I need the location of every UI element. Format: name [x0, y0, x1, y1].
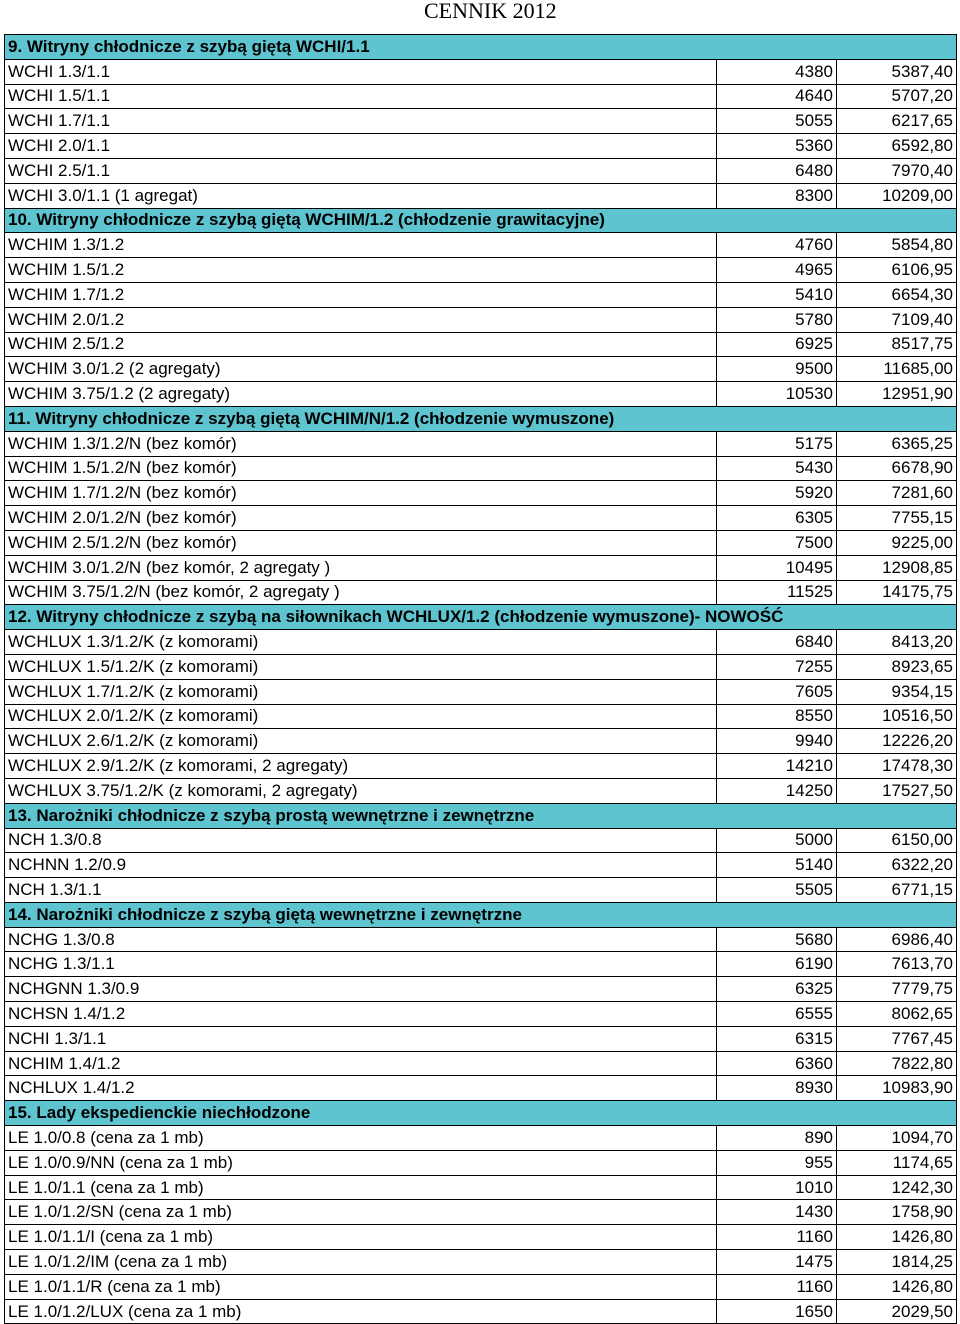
table-row: [5, 431, 957, 456]
net-price-cell: 6325: [717, 977, 837, 1002]
product-name-cell: LE 1.0/0.9/NN (cena za 1 mb): [5, 1150, 717, 1175]
product-name-cell: WCHLUX 2.6/1.2/K (z komorami): [5, 729, 717, 754]
table-row: [5, 704, 957, 729]
net-price-cell: 5140: [717, 853, 837, 878]
product-name-cell: NCHI 1.3/1.1: [5, 1026, 717, 1051]
product-name-cell: NCHG 1.3/1.1: [5, 952, 717, 977]
gross-price-cell: 6986,40: [837, 927, 957, 952]
page-title: CENNIK 2012: [424, 0, 557, 23]
table-row: [5, 977, 957, 1002]
table-row: [5, 580, 957, 605]
net-price-cell: 11525: [717, 580, 837, 605]
product-name-cell: WCHIM 1.5/1.2/N (bez komór): [5, 456, 717, 481]
product-name-cell: WCHIM 2.5/1.2/N (bez komór): [5, 530, 717, 555]
gross-price-cell: 6592,80: [837, 134, 957, 159]
table-row: [5, 258, 957, 283]
net-price-cell: 5505: [717, 878, 837, 903]
net-price-cell: 5780: [717, 307, 837, 332]
net-price-cell: 4380: [717, 59, 837, 84]
net-price-cell: 10530: [717, 382, 837, 407]
table-row: [5, 1002, 957, 1027]
table-row: [5, 1299, 957, 1324]
net-price-cell: 890: [717, 1126, 837, 1151]
price-table: [4, 34, 957, 1324]
table-row: [5, 158, 957, 183]
product-name-cell: WCHLUX 3.75/1.2/K (z komorami, 2 agregaty): [5, 778, 717, 803]
product-name-cell: LE 1.0/1.2/IM (cena za 1 mb): [5, 1250, 717, 1275]
net-price-cell: 6305: [717, 506, 837, 531]
product-name-cell: NCHNN 1.2/0.9: [5, 853, 717, 878]
table-row: [5, 754, 957, 779]
gross-price-cell: 6771,15: [837, 878, 957, 903]
table-row: [5, 1200, 957, 1225]
net-price-cell: 1010: [717, 1175, 837, 1200]
product-name-cell: WCHIM 3.75/1.2/N (bez komór, 2 agregaty ): [5, 580, 717, 605]
net-price-cell: 9500: [717, 357, 837, 382]
section-header-row: [5, 35, 957, 60]
product-name-cell: LE 1.0/1.1 (cena za 1 mb): [5, 1175, 717, 1200]
net-price-cell: 5360: [717, 134, 837, 159]
net-price-cell: 5430: [717, 456, 837, 481]
table-row: [5, 59, 957, 84]
product-name-cell: WCHLUX 2.9/1.2/K (z komorami, 2 agregaty): [5, 754, 717, 779]
gross-price-cell: 11685,00: [837, 357, 957, 382]
product-name-cell: LE 1.0/1.1/R (cena za 1 mb): [5, 1274, 717, 1299]
gross-price-cell: 7779,75: [837, 977, 957, 1002]
product-name-cell: WCHIM 2.0/1.2/N (bez komór): [5, 506, 717, 531]
product-name-cell: LE 1.0/0.8 (cena za 1 mb): [5, 1126, 717, 1151]
table-row: [5, 630, 957, 655]
product-name-cell: NCH 1.3/1.1: [5, 878, 717, 903]
table-row: [5, 555, 957, 580]
gross-price-cell: 8413,20: [837, 630, 957, 655]
product-name-cell: WCHIM 2.5/1.2: [5, 332, 717, 357]
table-row: [5, 1076, 957, 1101]
net-price-cell: 1650: [717, 1299, 837, 1324]
table-row: [5, 828, 957, 853]
net-price-cell: 14210: [717, 754, 837, 779]
product-name-cell: WCHI 1.7/1.1: [5, 109, 717, 134]
gross-price-cell: 17527,50: [837, 778, 957, 803]
product-name-cell: WCHLUX 1.7/1.2/K (z komorami): [5, 679, 717, 704]
section-header-row: [5, 605, 957, 630]
net-price-cell: 6480: [717, 158, 837, 183]
gross-price-cell: 1094,70: [837, 1126, 957, 1151]
gross-price-cell: 17478,30: [837, 754, 957, 779]
gross-price-cell: 7767,45: [837, 1026, 957, 1051]
gross-price-cell: 8062,65: [837, 1002, 957, 1027]
product-name-cell: WCHLUX 1.3/1.2/K (z komorami): [5, 630, 717, 655]
section-heading: 11. Witryny chłodnicze z szybą giętą WCHIM/N/1.2 (chłodzenie wymuszone): [5, 406, 957, 431]
net-price-cell: 5000: [717, 828, 837, 853]
table-row: [5, 1026, 957, 1051]
gross-price-cell: 7970,40: [837, 158, 957, 183]
table-row: [5, 481, 957, 506]
product-name-cell: NCHIM 1.4/1.2: [5, 1051, 717, 1076]
gross-price-cell: 10209,00: [837, 183, 957, 208]
net-price-cell: 7255: [717, 654, 837, 679]
net-price-cell: 5920: [717, 481, 837, 506]
gross-price-cell: 1426,80: [837, 1274, 957, 1299]
product-name-cell: WCHI 2.5/1.1: [5, 158, 717, 183]
table-row: [5, 853, 957, 878]
gross-price-cell: 6217,65: [837, 109, 957, 134]
product-name-cell: NCH 1.3/0.8: [5, 828, 717, 853]
net-price-cell: 1430: [717, 1200, 837, 1225]
net-price-cell: 6555: [717, 1002, 837, 1027]
product-name-cell: WCHIM 1.5/1.2: [5, 258, 717, 283]
gross-price-cell: 6678,90: [837, 456, 957, 481]
gross-price-cell: 6654,30: [837, 282, 957, 307]
section-header-row: [5, 1101, 957, 1126]
section-header-row: [5, 803, 957, 828]
gross-price-cell: 5387,40: [837, 59, 957, 84]
product-name-cell: WCHLUX 2.0/1.2/K (z komorami): [5, 704, 717, 729]
net-price-cell: 4640: [717, 84, 837, 109]
product-name-cell: WCHI 1.3/1.1: [5, 59, 717, 84]
section-heading: 9. Witryny chłodnicze z szybą giętą WCHI/1.1: [5, 35, 957, 60]
gross-price-cell: 5854,80: [837, 233, 957, 258]
product-name-cell: WCHIM 3.0/1.2 (2 agregaty): [5, 357, 717, 382]
table-row: [5, 282, 957, 307]
net-price-cell: 6190: [717, 952, 837, 977]
table-row: [5, 506, 957, 531]
table-row: [5, 878, 957, 903]
gross-price-cell: 7281,60: [837, 481, 957, 506]
gross-price-cell: 7613,70: [837, 952, 957, 977]
gross-price-cell: 1174,65: [837, 1150, 957, 1175]
table-row: [5, 1274, 957, 1299]
net-price-cell: 6360: [717, 1051, 837, 1076]
table-row: [5, 1051, 957, 1076]
table-row: [5, 382, 957, 407]
net-price-cell: 6840: [717, 630, 837, 655]
section-header-row: [5, 406, 957, 431]
page-header: [0, 0, 960, 34]
product-name-cell: WCHI 3.0/1.1 (1 agregat): [5, 183, 717, 208]
net-price-cell: 955: [717, 1150, 837, 1175]
net-price-cell: 5055: [717, 109, 837, 134]
table-row: [5, 109, 957, 134]
product-name-cell: WCHIM 1.3/1.2: [5, 233, 717, 258]
section-heading: 15. Lady ekspedienckie niechłodzone: [5, 1101, 957, 1126]
product-name-cell: WCHIM 1.7/1.2/N (bez komór): [5, 481, 717, 506]
table-row: [5, 183, 957, 208]
net-price-cell: 4965: [717, 258, 837, 283]
gross-price-cell: 10983,90: [837, 1076, 957, 1101]
net-price-cell: 7500: [717, 530, 837, 555]
section-heading: 10. Witryny chłodnicze z szybą giętą WCHIM/1.2 (chłodzenie grawitacyjne): [5, 208, 957, 233]
table-row: [5, 1175, 957, 1200]
gross-price-cell: 7755,15: [837, 506, 957, 531]
table-row: [5, 456, 957, 481]
net-price-cell: 6925: [717, 332, 837, 357]
table-row: [5, 952, 957, 977]
gross-price-cell: 6322,20: [837, 853, 957, 878]
gross-price-cell: 1242,30: [837, 1175, 957, 1200]
net-price-cell: 8300: [717, 183, 837, 208]
table-row: [5, 307, 957, 332]
table-row: [5, 1150, 957, 1175]
product-name-cell: LE 1.0/1.1/I (cena za 1 mb): [5, 1225, 717, 1250]
gross-price-cell: 12226,20: [837, 729, 957, 754]
product-name-cell: WCHIM 3.0/1.2/N (bez komór, 2 agregaty ): [5, 555, 717, 580]
net-price-cell: 5680: [717, 927, 837, 952]
product-name-cell: WCHI 2.0/1.1: [5, 134, 717, 159]
gross-price-cell: 1814,25: [837, 1250, 957, 1275]
product-name-cell: WCHIM 3.75/1.2 (2 agregaty): [5, 382, 717, 407]
product-name-cell: LE 1.0/1.2/LUX (cena za 1 mb): [5, 1299, 717, 1324]
table-row: [5, 134, 957, 159]
section-header-row: [5, 902, 957, 927]
product-name-cell: WCHIM 1.3/1.2/N (bez komór): [5, 431, 717, 456]
product-name-cell: WCHI 1.5/1.1: [5, 84, 717, 109]
gross-price-cell: 6106,95: [837, 258, 957, 283]
gross-price-cell: 8517,75: [837, 332, 957, 357]
table-row: [5, 1250, 957, 1275]
net-price-cell: 6315: [717, 1026, 837, 1051]
gross-price-cell: 2029,50: [837, 1299, 957, 1324]
gross-price-cell: 12908,85: [837, 555, 957, 580]
gross-price-cell: 5707,20: [837, 84, 957, 109]
gross-price-cell: 7822,80: [837, 1051, 957, 1076]
gross-price-cell: 6150,00: [837, 828, 957, 853]
gross-price-cell: 10516,50: [837, 704, 957, 729]
net-price-cell: 1160: [717, 1274, 837, 1299]
gross-price-cell: 1426,80: [837, 1225, 957, 1250]
table-row: [5, 84, 957, 109]
product-name-cell: LE 1.0/1.2/SN (cena za 1 mb): [5, 1200, 717, 1225]
net-price-cell: 7605: [717, 679, 837, 704]
table-row: [5, 729, 957, 754]
net-price-cell: 5410: [717, 282, 837, 307]
net-price-cell: 8930: [717, 1076, 837, 1101]
section-heading: 14. Narożniki chłodnicze z szybą giętą wewnętrzne i zewnętrzne: [5, 902, 957, 927]
section-header-row: [5, 208, 957, 233]
product-name-cell: WCHLUX 1.5/1.2/K (z komorami): [5, 654, 717, 679]
gross-price-cell: 1758,90: [837, 1200, 957, 1225]
table-row: [5, 233, 957, 258]
product-name-cell: NCHG 1.3/0.8: [5, 927, 717, 952]
product-name-cell: NCHLUX 1.4/1.2: [5, 1076, 717, 1101]
gross-price-cell: 9225,00: [837, 530, 957, 555]
net-price-cell: 4760: [717, 233, 837, 258]
net-price-cell: 1160: [717, 1225, 837, 1250]
net-price-cell: 10495: [717, 555, 837, 580]
table-row: [5, 778, 957, 803]
net-price-cell: 1475: [717, 1250, 837, 1275]
table-row: [5, 927, 957, 952]
price-table-body: [5, 35, 957, 1324]
table-row: [5, 1225, 957, 1250]
net-price-cell: 9940: [717, 729, 837, 754]
table-row: [5, 332, 957, 357]
gross-price-cell: 6365,25: [837, 431, 957, 456]
table-row: [5, 357, 957, 382]
gross-price-cell: 8923,65: [837, 654, 957, 679]
section-heading: 13. Narożniki chłodnicze z szybą prostą wewnętrzne i zewnętrzne: [5, 803, 957, 828]
table-row: [5, 1126, 957, 1151]
net-price-cell: 14250: [717, 778, 837, 803]
table-row: [5, 530, 957, 555]
net-price-cell: 5175: [717, 431, 837, 456]
section-heading: 12. Witryny chłodnicze z szybą na siłownikach WCHLUX/1.2 (chłodzenie wymuszone)- NOWOŚĆ: [5, 605, 957, 630]
table-row: [5, 654, 957, 679]
table-row: [5, 679, 957, 704]
product-name-cell: NCHGNN 1.3/0.9: [5, 977, 717, 1002]
product-name-cell: NCHSN 1.4/1.2: [5, 1002, 717, 1027]
gross-price-cell: 14175,75: [837, 580, 957, 605]
gross-price-cell: 9354,15: [837, 679, 957, 704]
gross-price-cell: 12951,90: [837, 382, 957, 407]
gross-price-cell: 7109,40: [837, 307, 957, 332]
product-name-cell: WCHIM 2.0/1.2: [5, 307, 717, 332]
net-price-cell: 8550: [717, 704, 837, 729]
product-name-cell: WCHIM 1.7/1.2: [5, 282, 717, 307]
